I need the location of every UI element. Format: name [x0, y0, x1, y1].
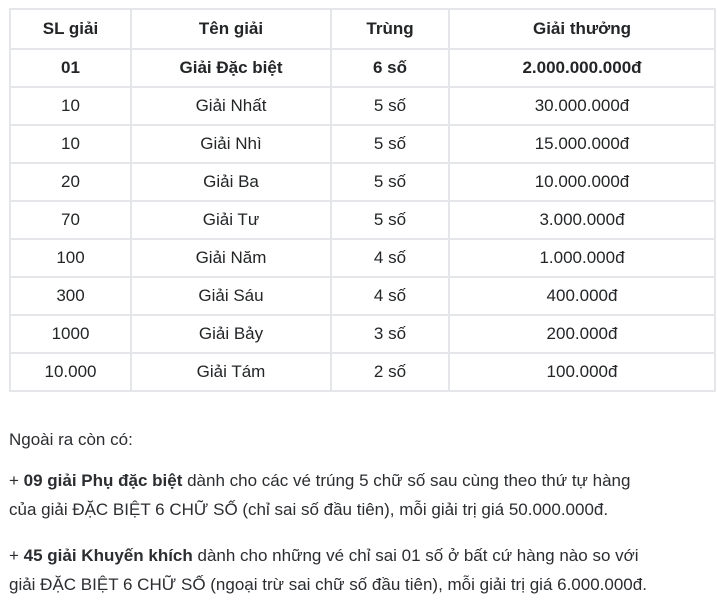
column-header-match: Trùng [331, 9, 449, 49]
note-text: dành cho các vé trúng 5 chữ số sau cùng theo thứ tự hàng của giải ĐẶC BIỆT 6 CHỮ SỐ (chỉ sai số đầu tiên), mỗi giải trị giá 50.000.000đ. [9, 471, 631, 519]
quantity-cell: 20 [10, 163, 131, 201]
table-row [10, 201, 715, 239]
notes-section [9, 425, 716, 599]
column-header-quantity: SL giải [10, 9, 131, 49]
match-cell: 5 số [331, 201, 449, 239]
prize-value-cell: 15.000.000đ [449, 125, 715, 163]
column-header-name: Tên giải [131, 9, 331, 49]
note-prefix: + [9, 546, 24, 565]
table-row [10, 277, 715, 315]
table-row [10, 49, 715, 87]
quantity-cell: 10 [10, 125, 131, 163]
note-highlight: 09 giải Phụ đặc biệt [23, 471, 183, 490]
match-cell: 5 số [331, 87, 449, 125]
prize-value-cell: 3.000.000đ [449, 201, 715, 239]
prize-name-cell: Giải Đặc biệt [131, 49, 331, 87]
prize-value-cell: 100.000đ [449, 353, 715, 391]
match-cell: 2 số [331, 353, 449, 391]
quantity-cell: 10.000 [10, 353, 131, 391]
prize-name-cell: Giải Năm [131, 239, 331, 277]
prize-value-cell: 1.000.000đ [449, 239, 715, 277]
prize-table-header [10, 9, 715, 49]
quantity-cell: 1000 [10, 315, 131, 353]
prize-name-cell: Giải Nhì [131, 125, 331, 163]
note-highlight: 45 giải Khuyến khích [23, 546, 193, 565]
match-cell: 4 số [331, 239, 449, 277]
table-row [10, 163, 715, 201]
prize-value-cell: 200.000đ [449, 315, 715, 353]
prize-name-cell: Giải Tư [131, 201, 331, 239]
table-row [10, 353, 715, 391]
column-header-prize: Giải thưởng [449, 9, 715, 49]
match-cell: 5 số [331, 163, 449, 201]
note-special-subsidiary-prize [9, 466, 716, 524]
note-consolation-prize [9, 541, 716, 599]
match-cell: 6 số [331, 49, 449, 87]
prize-value-cell: 2.000.000.000đ [449, 49, 715, 87]
prize-name-cell: Giải Sáu [131, 277, 331, 315]
note-text: dành cho những vé chỉ sai 01 số ở bất cứ hàng nào so với giải ĐẶC BIỆT 6 CHỮ SỐ (ngoại trừ sai chữ số đầu tiên), mỗi giải trị giá 6.000.000đ. [9, 546, 647, 594]
prize-name-cell: Giải Tám [131, 353, 331, 391]
prize-name-cell: Giải Nhất [131, 87, 331, 125]
notes-intro: Ngoài ra còn có: [9, 430, 133, 449]
table-row [10, 87, 715, 125]
table-row [10, 315, 715, 353]
table-row [10, 125, 715, 163]
prize-name-cell: Giải Ba [131, 163, 331, 201]
prize-table-body [10, 49, 715, 391]
match-cell: 5 số [331, 125, 449, 163]
prize-value-cell: 10.000.000đ [449, 163, 715, 201]
quantity-cell: 300 [10, 277, 131, 315]
prize-name-cell: Giải Bảy [131, 315, 331, 353]
quantity-cell: 70 [10, 201, 131, 239]
prize-value-cell: 30.000.000đ [449, 87, 715, 125]
prize-table [9, 8, 716, 392]
match-cell: 4 số [331, 277, 449, 315]
quantity-cell: 100 [10, 239, 131, 277]
table-row [10, 239, 715, 277]
note-prefix: + [9, 471, 24, 490]
match-cell: 3 số [331, 315, 449, 353]
quantity-cell: 01 [10, 49, 131, 87]
header-row [10, 9, 715, 49]
quantity-cell: 10 [10, 87, 131, 125]
prize-value-cell: 400.000đ [449, 277, 715, 315]
